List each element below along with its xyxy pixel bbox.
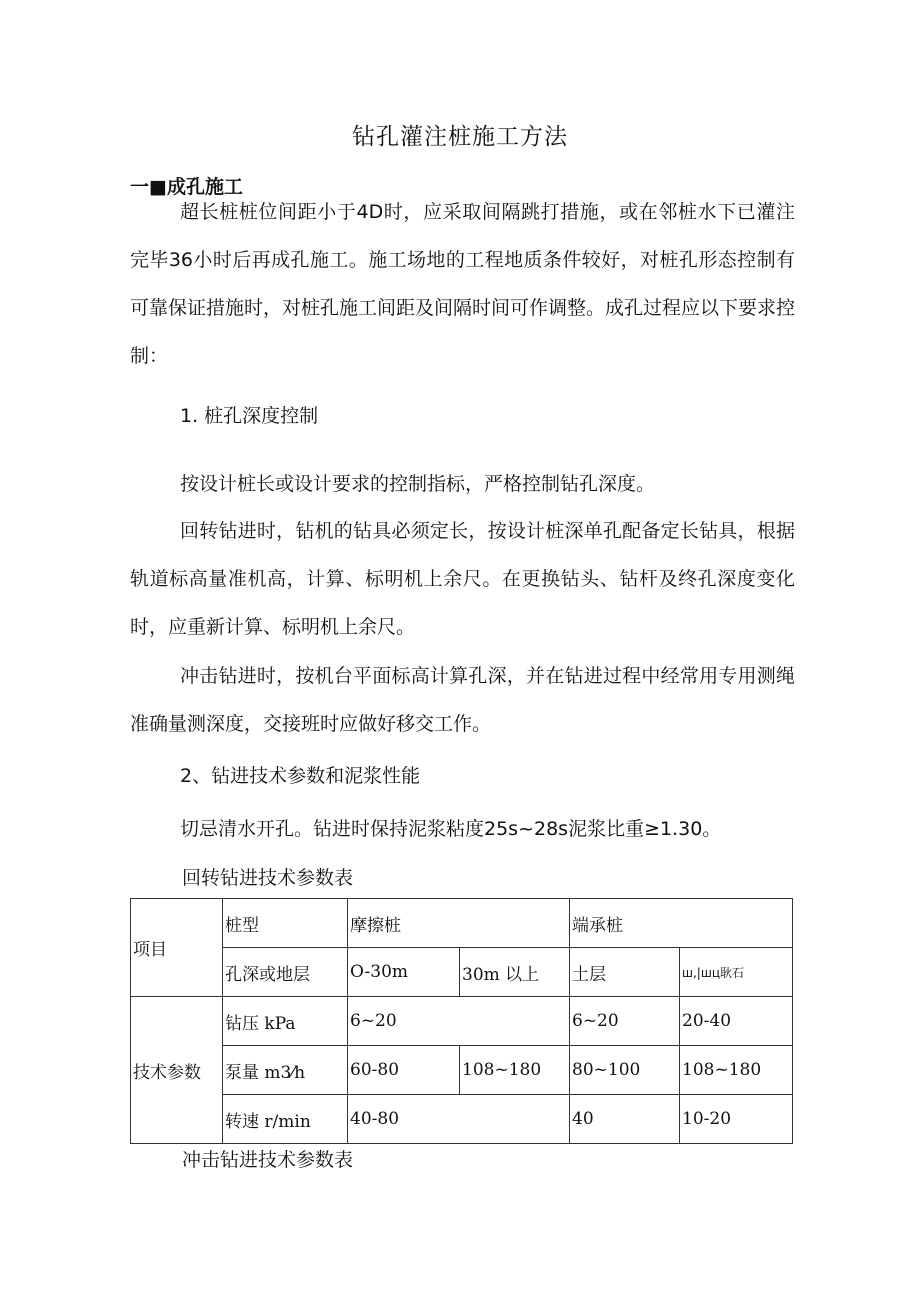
table-cell: 6~20 xyxy=(348,997,570,1046)
table-caption-percussion: 冲击钻进技术参数表 xyxy=(182,1149,354,1171)
item-heading-depth-control: 1. 桩孔深度控制 xyxy=(180,405,319,427)
table-row xyxy=(131,1046,793,1095)
table-row xyxy=(131,899,793,948)
row-label-cell: 转速 r/min xyxy=(223,1095,348,1144)
document-title: 钻孔灌注桩施工方法 xyxy=(352,124,568,150)
header-depth-30-plus-cell: 30m 以上 xyxy=(460,948,570,997)
table-cell: 60-80 xyxy=(348,1046,460,1095)
table-caption-rotary: 回转钻进技术参数表 xyxy=(182,867,354,889)
table-cell: 108~180 xyxy=(680,1046,793,1095)
paragraph-pile-spacing: 超长桩桩位间距小于4D时，应采取间隔跳打措施，或在邻桩水下已灌注完毕36小时后再成孔施工。施工场地的工程地质条件较好，对桩孔形态控制有可靠保证措施时，对桩孔施工间距及间隔时间可作调整。成孔过程应以下要求控制： xyxy=(130,201,796,367)
table-cell: 40-80 xyxy=(348,1095,570,1144)
paragraph-percussion-drilling: 冲击钻进时，按机台平面标高计算孔深，并在钻进过程中经常用专用测绳准确量测深度，交接班时应做好移交工作。 xyxy=(130,665,795,735)
table-cell: 20-40 xyxy=(680,997,793,1046)
header-friction-pile-cell: 摩擦桩 xyxy=(348,899,570,948)
section-heading-hole-forming: 一■成孔施工 xyxy=(130,176,243,198)
header-depth-0-30-cell: O-30m xyxy=(348,948,460,997)
table-cell: 6~20 xyxy=(570,997,680,1046)
paragraph-depth-control: 按设计桩长或设计要求的控制指标，严格控制钻孔深度。 xyxy=(180,473,656,495)
header-depth-layer-cell: 孔深或地层 xyxy=(223,948,348,997)
header-end-bearing-pile-cell: 端承桩 xyxy=(570,899,793,948)
table-row xyxy=(131,997,793,1046)
header-soil-layer-cell: 土层 xyxy=(570,948,680,997)
table-cell: 108~180 xyxy=(460,1046,570,1095)
table-row xyxy=(131,1095,793,1144)
row-label-cell: 泵量 m3⁄h xyxy=(223,1046,348,1095)
header-pile-type-cell: 桩型 xyxy=(223,899,348,948)
header-item-cell: 项目 xyxy=(131,899,223,997)
table-cell: 40 xyxy=(570,1095,680,1144)
tech-params-label-cell: 技术参数 xyxy=(131,997,223,1144)
item-heading-drilling-parameters: 2、钻进技术参数和泥浆性能 xyxy=(180,765,421,787)
table-row xyxy=(131,948,793,997)
paragraph-mud-properties: 切忌清水开孔。钻进时保持泥浆粘度25s~28s泥浆比重≥1.30。 xyxy=(180,818,722,840)
rotary-drilling-parameter-table xyxy=(130,898,793,1144)
header-rock-layer-cell: ш,|шц耿石 xyxy=(680,948,793,997)
table-cell: 80~100 xyxy=(570,1046,680,1095)
paragraph-rotary-drilling: 回转钻进时，钻机的钻具必须定长，按设计桩深单孔配备定长钻具，根据轨道标高量准机高，计算、标明机上余尺。在更换钻头、钻杆及终孔深度变化时，应重新计算、标明机上余尺。 xyxy=(130,520,795,638)
row-label-cell: 钻压 kPa xyxy=(223,997,348,1046)
table-cell: 10-20 xyxy=(680,1095,793,1144)
